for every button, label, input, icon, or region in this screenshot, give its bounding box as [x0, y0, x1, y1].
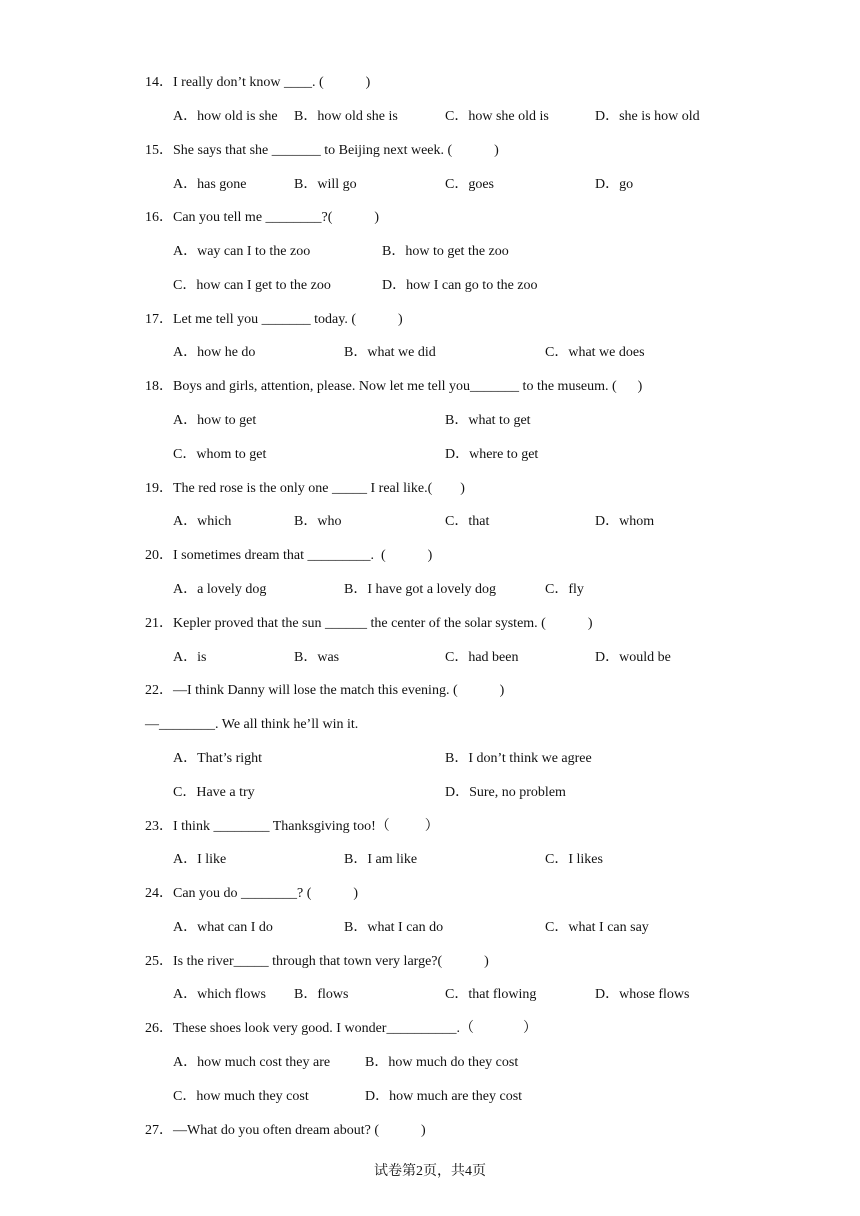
answer-option: D．where to get [445, 447, 539, 462]
answer-option: C．how she old is [445, 109, 549, 124]
answer-option: C．that flowing [445, 987, 537, 1002]
answer-option: C．Have a try [173, 785, 255, 800]
question-stem: 24．Can you do ________? ( ) [145, 886, 359, 901]
question-stem: 23．I think ________ Thanksgiving too!（ ） [145, 819, 439, 834]
question-stem: 27．—What do you often dream about? ( ) [145, 1123, 426, 1138]
answer-option: C．fly [545, 582, 584, 597]
answer-option: B．how to get the zoo [382, 244, 509, 259]
question-stem: 16．Can you tell me ________?( ) [145, 210, 380, 225]
answer-option: B．I am like [344, 852, 418, 867]
answer-option: D．whom [595, 514, 655, 529]
answer-option: C．how can I get to the zoo [173, 278, 331, 293]
answer-option: C．that [445, 514, 490, 529]
answer-option: A．way can I to the zoo [173, 244, 311, 259]
answer-option: D．Sure, no problem [445, 785, 566, 800]
answer-option: C．I likes [545, 852, 603, 867]
answer-option: B．I have got a lovely dog [344, 582, 497, 597]
answer-option: B．flows [294, 987, 349, 1002]
question-stem: 18．Boys and girls, attention, please. Now let me tell you_______ to the museum. ( ) [145, 379, 643, 394]
question-stem: 17．Let me tell you _______ today. ( ) [145, 312, 403, 327]
answer-option: B．I don’t think we agree [445, 751, 592, 766]
answer-option: C．what we does [545, 345, 645, 360]
answer-option: A．which flows [173, 987, 266, 1002]
question-stem: 22．—I think Danny will lose the match this evening. ( ) [145, 683, 505, 698]
answer-option: B．how old she is [294, 109, 398, 124]
answer-option: D．whose flows [595, 987, 690, 1002]
answer-option: A．a lovely dog [173, 582, 267, 597]
question-stem: 15．She says that she _______ to Beijing next week. ( ) [145, 143, 499, 158]
answer-option: D．how much are they cost [365, 1089, 523, 1104]
question-reply-line: —________. We all think he’ll win it. [145, 717, 359, 732]
answer-option: D．she is how old [595, 109, 700, 124]
answer-option: B．how much do they cost [365, 1055, 519, 1070]
question-stem: 19．The red rose is the only one _____ I real like.( ) [145, 481, 465, 496]
answer-option: D．how I can go to the zoo [382, 278, 538, 293]
answer-option: A．what can I do [173, 920, 273, 935]
answer-option: D．would be [595, 650, 671, 665]
answer-option: A．I like [173, 852, 227, 867]
answer-option: A．is [173, 650, 207, 665]
answer-option: A．how much cost they are [173, 1055, 331, 1070]
answer-option: A．That’s right [173, 751, 263, 766]
answer-option: B．will go [294, 177, 357, 192]
answer-option: B．what we did [344, 345, 436, 360]
answer-option: C．whom to get [173, 447, 267, 462]
answer-option: A．how old is she [173, 109, 278, 124]
answer-option: A．which [173, 514, 232, 529]
answer-option: B．what I can do [344, 920, 444, 935]
answer-option: A．how to get [173, 413, 257, 428]
answer-option: B．what to get [445, 413, 531, 428]
answer-option: C．how much they cost [173, 1089, 309, 1104]
answer-option: A．has gone [173, 177, 247, 192]
answer-option: C．had been [445, 650, 519, 665]
question-stem: 14．I really don’t know ____. ( ) [145, 75, 371, 90]
question-stem: 26．These shoes look very good. I wonder__________.（ ） [145, 1021, 537, 1036]
answer-option: C．goes [445, 177, 494, 192]
answer-option: C．what I can say [545, 920, 649, 935]
answer-option: D．go [595, 177, 634, 192]
answer-option: A．how he do [173, 345, 256, 360]
answer-option: B．who [294, 514, 342, 529]
question-stem: 21．Kepler proved that the sun ______ the center of the solar system. ( ) [145, 616, 593, 631]
page-footer: 试卷第2页，共4页 [374, 1164, 486, 1179]
answer-option: B．was [294, 650, 340, 665]
question-stem: 25．Is the river_____ through that town very large?( ) [145, 954, 489, 969]
question-stem: 20．I sometimes dream that _________. ( ) [145, 548, 433, 563]
